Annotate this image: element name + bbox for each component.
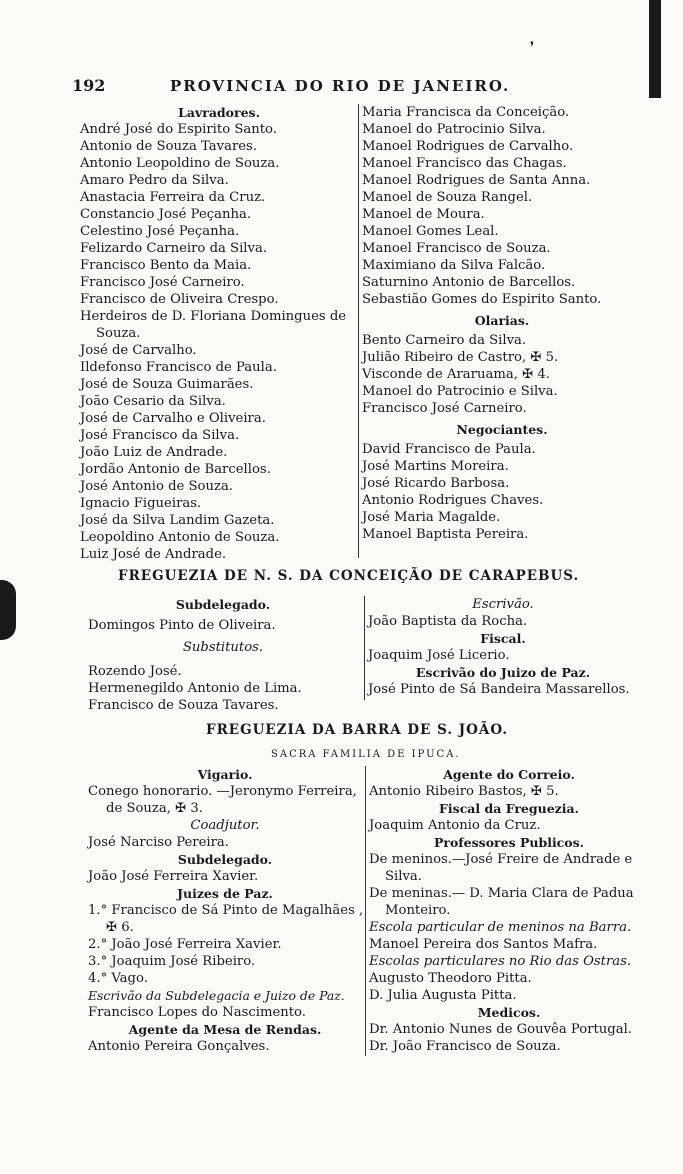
list-item: Antonio Ribeiro Bastos, ✠ 5. bbox=[369, 784, 559, 799]
list-item: Manoel Pereira dos Santos Mafra. bbox=[369, 937, 598, 952]
list-item: José de Carvalho e Oliveira. bbox=[80, 411, 266, 426]
corner-mark: ❜ bbox=[530, 40, 535, 55]
list-item: André José do Espirito Santo. bbox=[80, 122, 277, 137]
list-item: Manoel Francisco de Souza. bbox=[362, 241, 551, 256]
list-item: Manoel Gomes Leal. bbox=[362, 224, 499, 239]
list-item: Joaquim José Licerio. bbox=[368, 648, 510, 663]
list-item: João José Ferreira Xavier. bbox=[88, 869, 259, 884]
list-item: Constancio José Peçanha. bbox=[80, 207, 252, 222]
list-item: Dr. Antonio Nunes de Gouvêa Portugal. bbox=[369, 1022, 633, 1037]
heading-substitutos: Substitutos. bbox=[182, 640, 264, 655]
heading-vigario: Vigario. bbox=[197, 767, 253, 782]
list-item: João Cesario da Silva. bbox=[80, 394, 226, 409]
section2-right-column bbox=[368, 596, 638, 698]
heading-escrivao-subdelegacia: Escrivão da Subdelegacia e Juizo de Paz. bbox=[88, 988, 345, 1003]
list-item: Francisco de Souza Tavares. bbox=[88, 698, 279, 713]
list-item: Antonio Pereira Gonçalves. bbox=[88, 1039, 270, 1054]
list-item: José Martins Moreira. bbox=[362, 459, 509, 474]
heading-agente-mesa-rendas: Agente da Mesa de Rendas. bbox=[128, 1022, 322, 1037]
heading-escolas-rio-das-ostras: Escolas particulares no Rio das Ostras. bbox=[369, 954, 632, 969]
list-item: Luiz José de Andrade. bbox=[80, 547, 227, 562]
heading-subdelegado: Subdelegado. bbox=[175, 597, 271, 612]
heading-fiscal-freguezia: Fiscal da Freguezia. bbox=[439, 801, 579, 816]
list-item: Francisco de Oliveira Crespo. bbox=[80, 292, 279, 307]
list-item: Manoel Rodrigues de Carvalho. bbox=[362, 139, 574, 154]
list-item: Manoel do Patrocinio Silva. bbox=[362, 122, 546, 137]
section3-right-column bbox=[369, 766, 649, 1055]
column-divider bbox=[358, 104, 359, 558]
heading-coadjutor: Coadjutor. bbox=[190, 818, 260, 833]
section-title-carapebus: FREGUEZIA DE N. S. DA CONCEIÇÃO DE CARAPEBUS. bbox=[118, 568, 580, 584]
list-item: Amaro Pedro da Silva. bbox=[80, 173, 229, 188]
list-item: José de Carvalho. bbox=[80, 343, 197, 358]
list-item: Francisco Bento da Maia. bbox=[80, 258, 252, 273]
list-item: David Francisco de Paula. bbox=[362, 442, 536, 457]
section2-left-column bbox=[88, 596, 358, 714]
list-item: D. Julia Augusta Pitta. bbox=[369, 988, 517, 1003]
list-item: Conego honorario. —Jeronymo Ferreira, bbox=[88, 784, 357, 799]
section3-left-column bbox=[88, 766, 362, 1055]
list-item: 4.° Vago. bbox=[88, 971, 148, 986]
list-item: Manoel do Patrocinio e Silva. bbox=[362, 384, 558, 399]
list-item: Leopoldino Antonio de Souza. bbox=[80, 530, 280, 545]
list-item: Maria Francisca da Conceição. bbox=[362, 105, 570, 120]
list-item: Antonio Leopoldino de Souza. bbox=[80, 156, 280, 171]
list-item: Bento Carneiro da Silva. bbox=[362, 333, 527, 348]
list-item-continuation: Silva. bbox=[385, 869, 422, 884]
heading-medicos: Medicos. bbox=[477, 1005, 541, 1020]
list-item: Celestino José Peçanha. bbox=[80, 224, 240, 239]
list-item: Francisco Lopes do Nascimento. bbox=[88, 1005, 306, 1020]
list-item: José Maria Magalde. bbox=[362, 510, 501, 525]
section-subtitle: SACRA FAMILIA DE IPUCA. bbox=[271, 749, 461, 760]
list-item: Domingos Pinto de Oliveira. bbox=[88, 618, 276, 633]
running-header bbox=[72, 76, 572, 96]
list-item: José de Souza Guimarães. bbox=[80, 377, 254, 392]
list-item: 3.° Joaquim José Ribeiro. bbox=[88, 954, 256, 969]
section1-left-column bbox=[80, 104, 358, 563]
heading-negociantes: Negociantes. bbox=[456, 422, 548, 437]
heading-lavradores: Lavradores. bbox=[178, 105, 260, 120]
list-item: Manoel de Moura. bbox=[362, 207, 485, 222]
list-item: Visconde de Araruama, ✠ 4. bbox=[362, 367, 550, 382]
list-item: Francisco José Carneiro. bbox=[362, 401, 527, 416]
list-item: José Narciso Pereira. bbox=[88, 835, 229, 850]
list-item: Ildefonso Francisco de Paula. bbox=[80, 360, 277, 375]
list-item: Jordão Antonio de Barcellos. bbox=[80, 462, 271, 477]
binding-mark bbox=[0, 580, 16, 640]
list-item: Hermenegildo Antonio de Lima. bbox=[88, 681, 302, 696]
heading-agente-correio: Agente do Correio. bbox=[443, 767, 575, 782]
running-title: PROVINCIA DO RIO DE JANEIRO. bbox=[170, 77, 511, 95]
section1-right-column bbox=[362, 104, 642, 543]
heading-escola-particular-barra: Escola particular de meninos na Barra. bbox=[369, 920, 632, 935]
section-title-barra-sao-joao: FREGUEZIA DA BARRA DE S. JOÃO. bbox=[206, 722, 509, 738]
page-number: 192 bbox=[72, 76, 106, 95]
list-item: Julião Ribeiro de Castro, ✠ 5. bbox=[362, 350, 559, 365]
list-item: 1.° Francisco de Sá Pinto de Magalhães , bbox=[88, 903, 364, 918]
list-item: De meninas.— D. Maria Clara de Padua bbox=[369, 886, 634, 901]
list-item: Joaquim Antonio da Cruz. bbox=[369, 818, 541, 833]
list-item: Antonio de Souza Tavares. bbox=[80, 139, 258, 154]
list-item: De meninos.—José Freire de Andrade e bbox=[369, 852, 633, 867]
list-item: José Francisco da Silva. bbox=[80, 428, 240, 443]
list-item: João Baptista da Rocha. bbox=[368, 614, 528, 629]
page-edge-shadow bbox=[649, 0, 661, 98]
column-divider bbox=[364, 596, 365, 700]
list-item: Manoel Francisco das Chagas. bbox=[362, 156, 567, 171]
heading-escrivao-juizo-paz: Escrivão do Juizo de Paz. bbox=[415, 665, 591, 680]
list-item-continuation: ✠ 6. bbox=[106, 920, 134, 935]
list-item: Anastacia Ferreira da Cruz. bbox=[80, 190, 266, 205]
list-item: Saturnino Antonio de Barcellos. bbox=[362, 275, 576, 290]
list-item-continuation: de Souza, ✠ 3. bbox=[106, 801, 203, 816]
list-item-continuation: Souza. bbox=[96, 326, 141, 341]
list-item: Antonio Rodrigues Chaves. bbox=[362, 493, 544, 508]
column-divider bbox=[365, 766, 366, 1056]
list-item: João Luiz de Andrade. bbox=[80, 445, 228, 460]
list-item: Rozendo José. bbox=[88, 664, 182, 679]
list-item: José da Silva Landim Gazeta. bbox=[80, 513, 275, 528]
list-item: Herdeiros de D. Floriana Domingues de bbox=[80, 309, 347, 324]
heading-subdelegado: Subdelegado. bbox=[177, 852, 273, 867]
list-item: José Ricardo Barbosa. bbox=[362, 476, 510, 491]
list-item: José Pinto de Sá Bandeira Massarellos. bbox=[368, 682, 630, 697]
list-item: Maximiano da Silva Falcão. bbox=[362, 258, 546, 273]
heading-olarias: Olarias. bbox=[474, 313, 530, 328]
heading-juizes-de-paz: Juizes de Paz. bbox=[177, 886, 273, 901]
heading-fiscal: Fiscal. bbox=[480, 631, 526, 646]
list-item: Manoel de Souza Rangel. bbox=[362, 190, 533, 205]
list-item: José Antonio de Souza. bbox=[80, 479, 233, 494]
list-item: Dr. João Francisco de Souza. bbox=[369, 1039, 561, 1054]
list-item: Augusto Theodoro Pitta. bbox=[369, 971, 532, 986]
list-item: Francisco José Carneiro. bbox=[80, 275, 245, 290]
list-item: Sebastião Gomes do Espirito Santo. bbox=[362, 292, 602, 307]
list-item: Ignacio Figueiras. bbox=[80, 496, 202, 511]
list-item: Manoel Baptista Pereira. bbox=[362, 527, 529, 542]
list-item: Manoel Rodrigues de Santa Anna. bbox=[362, 173, 591, 188]
heading-escrivao: Escrivão. bbox=[472, 597, 534, 612]
heading-professores-publicos: Professores Publicos. bbox=[433, 835, 585, 850]
list-item: Felizardo Carneiro da Silva. bbox=[80, 241, 268, 256]
list-item-continuation: Monteiro. bbox=[385, 903, 451, 918]
list-item: 2.° João José Ferreira Xavier. bbox=[88, 937, 282, 952]
